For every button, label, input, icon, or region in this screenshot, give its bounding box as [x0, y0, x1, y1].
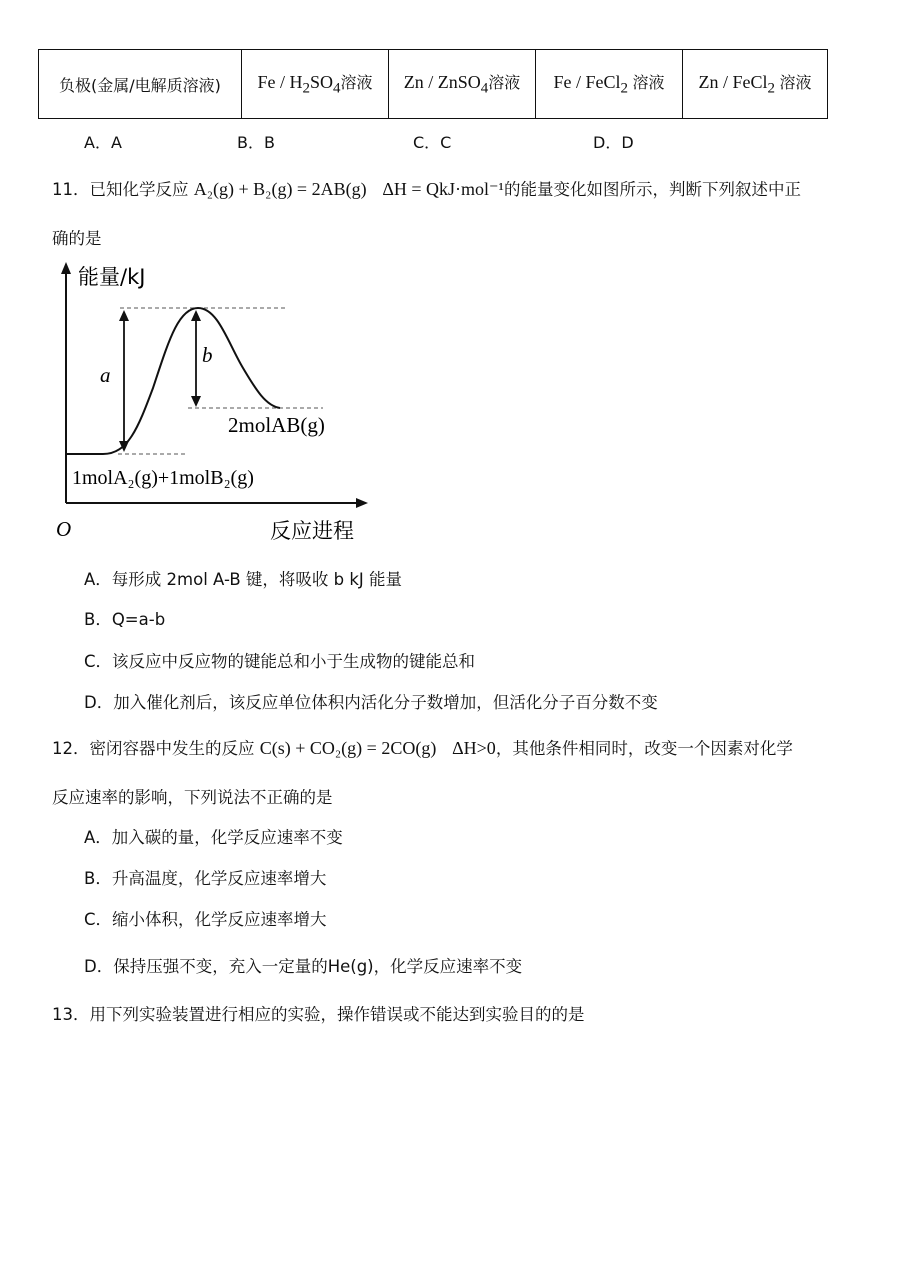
q12-option-d: D．保持压强不变，充入一定量的He(g)，化学反应速率不变	[84, 957, 523, 976]
q10-choice-a: A．A	[84, 133, 122, 152]
q12-delta-h: ΔH>0	[452, 738, 496, 758]
q10-choice-d: D．D	[593, 133, 634, 152]
table-cell-3: Fe / FeCl$_2$ 溶液	[536, 50, 683, 119]
q10-choice-b: B．B	[237, 133, 275, 152]
row-header-cell: 负极(金属/电解质溶液)	[39, 50, 242, 119]
q11-option-c: C．该反应中反应物的键能总和小于生成物的键能总和	[84, 652, 476, 671]
table-cell-1: Fe / $H_2SO_4$溶液	[242, 50, 389, 119]
q11-equation: A₂(g) + B₂(g) = 2AB(g)	[193, 179, 367, 199]
q11-option-d: D．加入催化剂后，该反应单位体积内活化分子数增加，但活化分子百分数不变	[84, 693, 658, 712]
origin-label: O	[56, 517, 72, 541]
q12-stem: 12．密闭容器中发生的反应 C(s) + CO₂(g) = 2CO(g) ΔH>0，其他条件相同时，改变一个因素对化学	[52, 738, 793, 758]
label-b: b	[202, 343, 213, 367]
q12-equation: C(s) + CO₂(g) = 2CO(g)	[259, 738, 437, 758]
table-cell-4: Zn / FeCl$_2$ 溶液	[683, 50, 828, 119]
q10-choice-c: C．C	[413, 133, 452, 152]
q13-stem: 13．用下列实验装置进行相应的实验，操作错误或不能达到实验目的的是	[52, 1005, 585, 1024]
electrode-table	[38, 49, 828, 119]
q12-stem-line2: 反应速率的影响，下列说法不正确的是	[52, 788, 333, 807]
q11-stem-line2: 确的是	[52, 229, 102, 248]
reactant-label: 1molA₂(g)+1molB₂(g)	[72, 467, 254, 489]
table-row	[39, 50, 828, 119]
table-cell-2: Zn / ZnSO$_4$溶液	[389, 50, 536, 119]
energy-diagram	[48, 258, 378, 548]
q12-option-c: C．缩小体积，化学反应速率增大	[84, 910, 327, 929]
x-axis-label: 反应进程	[270, 519, 354, 543]
q11-delta-h: ΔH = QkJ·mol⁻¹	[382, 179, 504, 199]
x-axis-arrow	[356, 498, 368, 508]
y-axis-label: 能量/kJ	[78, 265, 146, 289]
product-label: 2molAB(g)	[228, 413, 325, 437]
q12-option-a: A．加入碳的量，化学反应速率不变	[84, 828, 343, 847]
y-axis-arrow	[61, 262, 71, 274]
q11-stem: 11．已知化学反应 A₂(g) + B₂(g) = 2AB(g) ΔH = QkJ·mol⁻¹的能量变化如图所示，判断下列叙述中正	[52, 179, 801, 199]
q11-option-b: B．Q=a-b	[84, 610, 166, 629]
q12-option-b: B．升高温度，化学反应速率增大	[84, 869, 327, 888]
q11-option-a: A．每形成 2mol A-B 键，将吸收 b kJ 能量	[84, 570, 403, 589]
label-a: a	[100, 363, 111, 387]
